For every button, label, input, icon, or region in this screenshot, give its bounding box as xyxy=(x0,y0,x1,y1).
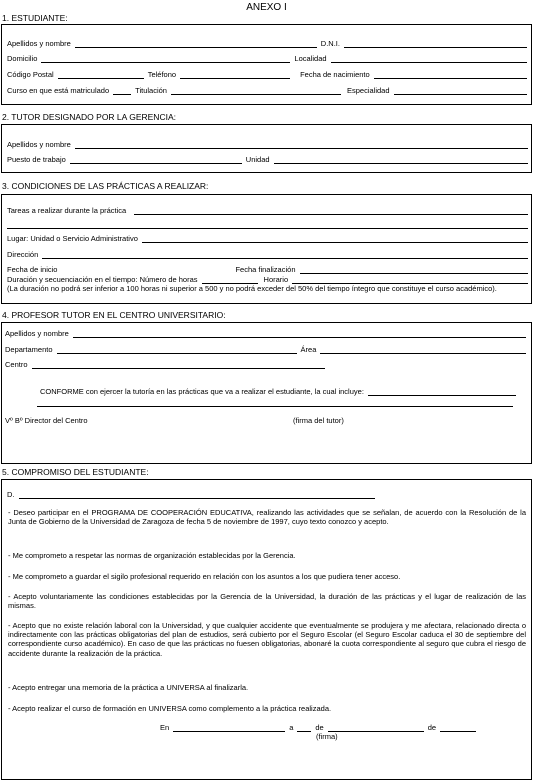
puesto-field[interactable] xyxy=(70,156,242,164)
titulacion-label: Titulación xyxy=(135,86,167,95)
row-conforme xyxy=(40,386,516,396)
duracion-label: Duración y secuenciación en el tiempo: Número de horas xyxy=(7,275,198,284)
dni-field[interactable] xyxy=(344,40,527,48)
especialidad-label: Especialidad xyxy=(346,86,390,95)
horas-field[interactable] xyxy=(202,276,258,284)
row-puesto xyxy=(7,154,528,164)
departamento-label: Departamento xyxy=(5,345,53,354)
finicio-label: Fecha de inicio xyxy=(7,265,58,274)
tutor-apellidos-label: Apellidos y nombre xyxy=(7,140,71,149)
unidad-label: Unidad xyxy=(245,155,270,164)
vobo-label: Vº Bº Director del Centro xyxy=(5,416,88,425)
domicilio-field[interactable] xyxy=(41,55,290,63)
apellidos-label: Apellidos y nombre xyxy=(7,39,71,48)
profesor-apellidos-field[interactable] xyxy=(73,330,526,338)
firma-tutor-label: (firma del tutor) xyxy=(293,416,344,425)
tareas-field-line-2[interactable] xyxy=(7,221,528,229)
ffin-label: Fecha finalización xyxy=(235,265,296,274)
lugar-label: Lugar: Unidad o Servicio Administrativo xyxy=(7,234,138,243)
row-cp xyxy=(7,69,527,79)
row-fechas xyxy=(7,264,528,274)
unidad-field[interactable] xyxy=(274,156,528,164)
localidad-field[interactable] xyxy=(331,55,527,63)
apellidos-field[interactable] xyxy=(75,40,317,48)
section-4-heading: 4. PROFESOR TUTOR EN EL CENTRO UNIVERSITARIO: xyxy=(2,310,226,320)
especialidad-field[interactable] xyxy=(394,87,528,95)
en-label: En xyxy=(160,723,170,732)
row-duracion xyxy=(7,274,528,284)
duracion-note: (La duración no podrá ser inferior a 100 horas ni superior a 500 y no podrá exceder del 50% del tiempo íntegro que constituye el curso académico). xyxy=(7,284,497,293)
compromiso-p1: - Deseo participar en el PROGRAMA DE COOPERACIÓN EDUCATIVA, realizando las actividades que se señalan, de acuerdo con la Resolución de la Junta de Gobierno de la Universidad de Zaragoza de fecha 5 de noviembre de 1997, cuyo texto conozco y acepto. xyxy=(8,508,526,527)
direccion-field[interactable] xyxy=(42,251,528,259)
conforme-field-line-2[interactable] xyxy=(37,399,513,407)
d-label: D. xyxy=(7,490,15,499)
tareas-label: Tareas a realizar durante la práctica xyxy=(7,206,127,215)
section-5-heading: 5. COMPROMISO DEL ESTUDIANTE: xyxy=(2,467,149,477)
section-3-heading: 3. CONDICIONES DE LAS PRÁCTICAS A REALIZAR: xyxy=(2,181,209,191)
row-profesor-apellidos xyxy=(5,328,526,338)
tareas-field[interactable] xyxy=(134,207,528,215)
row-apellidos-dni xyxy=(7,38,527,48)
titulacion-field[interactable] xyxy=(171,87,341,95)
row-centro xyxy=(5,359,325,369)
row-en-fecha xyxy=(160,722,476,732)
departamento-field[interactable] xyxy=(57,346,297,354)
anio-field[interactable] xyxy=(440,724,476,732)
de1-label: de xyxy=(315,723,324,732)
compromiso-p2: - Me comprometo a respetar las normas de organización establecidas por la Gerencia. xyxy=(8,551,296,560)
profesor-apellidos-label: Apellidos y nombre xyxy=(5,329,69,338)
compromiso-p6: - Acepto entregar una memoria de la práctica a UNIVERSA al finalizarla. xyxy=(8,683,249,692)
row-tareas xyxy=(7,205,528,215)
horario-label: Horario xyxy=(263,275,289,284)
compromiso-p7: - Acepto realizar el curso de formación en UNIVERSA como complemento a la práctica realizada. xyxy=(8,704,332,713)
de2-label: de xyxy=(427,723,437,732)
mes-field[interactable] xyxy=(328,724,424,732)
direccion-label: Dirección xyxy=(7,250,39,259)
section-2-box xyxy=(1,124,532,173)
area-field[interactable] xyxy=(320,346,526,354)
conforme-field[interactable] xyxy=(368,388,516,396)
centro-field[interactable] xyxy=(32,361,325,369)
section-1-box xyxy=(1,24,532,105)
localidad-label: Localidad xyxy=(294,54,327,63)
compromiso-p5: - Acepto que no existe relación laboral con la Universidad, y que cualquier accidente que eventualmente se produjera y me afectara, relacionado directa o indirectamente con las prácticas obligatorias del plan de estudios, será cubierto por el Seguro Escolar (el Seguro Escolar caduca el 30 de septiembre del correspondiente curso académico). En caso de que las prácticas no fuesen obligatorias, abonaré la cuota correspondiente al seguro que cubra el riesgo de accidente durante la realización de la práctica. xyxy=(8,621,526,658)
dni-label: D.N.I. xyxy=(320,39,340,48)
curso-field[interactable] xyxy=(113,87,131,95)
row-departamento xyxy=(5,344,526,354)
row-tutor-apellidos xyxy=(7,139,528,149)
a-label: a xyxy=(289,723,294,732)
horario-field[interactable] xyxy=(292,276,528,284)
section-3-box xyxy=(1,194,532,304)
fnac-label: Fecha de nacimiento xyxy=(300,70,370,79)
row-lugar xyxy=(7,233,528,243)
firma-estudiante-label: (firma) xyxy=(316,732,338,741)
compromiso-p4: - Acepto voluntariamente las condiciones establecidas por la Gerencia de la Universidad, la duración de las prácticas y el lugar de realización de las mismas. xyxy=(8,592,526,611)
row-curso xyxy=(7,85,527,95)
lugar-firma-field[interactable] xyxy=(173,724,285,732)
telefono-label: Teléfono xyxy=(147,70,177,79)
estudiante-nombre-field[interactable] xyxy=(19,491,376,499)
ffin-field[interactable] xyxy=(300,266,529,274)
dia-field[interactable] xyxy=(297,724,311,732)
row-d xyxy=(7,489,375,499)
section-5-box xyxy=(1,479,532,780)
cp-field[interactable] xyxy=(58,71,144,79)
domicilio-label: Domicilio xyxy=(7,54,38,63)
compromiso-p3: - Me comprometo a guardar el sigilo profesional requerido en relación con los asuntos a los que pudiera tener acceso. xyxy=(8,572,401,581)
curso-label: Curso en que está matriculado xyxy=(7,86,110,95)
cp-label: Código Postal xyxy=(7,70,54,79)
tutor-apellidos-field[interactable] xyxy=(75,141,528,149)
section-1-heading: 1. ESTUDIANTE: xyxy=(2,13,68,23)
lugar-field[interactable] xyxy=(142,235,528,243)
centro-label: Centro xyxy=(5,360,28,369)
page-title: ANEXO I xyxy=(246,2,287,13)
section-2-heading: 2. TUTOR DESIGNADO POR LA GERENCIA: xyxy=(2,112,176,122)
telefono-field[interactable] xyxy=(180,71,290,79)
area-label: Área xyxy=(300,345,317,354)
puesto-label: Puesto de trabajo xyxy=(7,155,66,164)
row-domicilio xyxy=(7,53,527,63)
conforme-label: CONFORME con ejercer la tutoría en las prácticas que va a realizar el estudiante, la cual incluye: xyxy=(40,387,364,396)
section-4-box xyxy=(1,322,532,464)
row-direccion xyxy=(7,249,528,259)
fnac-field[interactable] xyxy=(374,71,527,79)
